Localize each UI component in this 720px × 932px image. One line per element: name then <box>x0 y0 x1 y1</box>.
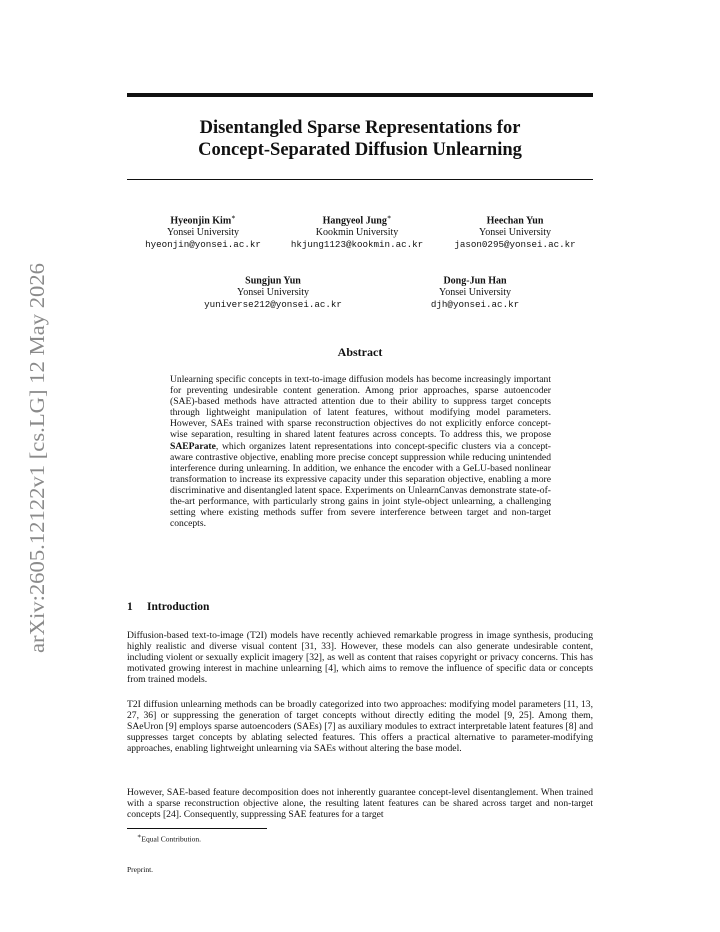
section-number: 1 <box>127 601 133 613</box>
arxiv-stamp-text: arXiv:2605.12122v1 [cs.LG] 12 May 2026 <box>25 291 49 653</box>
author-name: Dong-Jun Han <box>443 275 507 287</box>
author-name: Hangyeol Jung∗ <box>322 214 392 227</box>
title-line-2: Concept-Separated Diffusion Unlearning <box>198 140 522 160</box>
intro-paragraph: Diffusion-based text-to-image (T2I) models have recently achieved remarkable progress in image synthesis, producing highly realistic and diverse visual content [31, 33]. However, these models can also generate undesirable content, including violent or sexually explicit imagery [32], as well as content that raises copyright or privacy concerns. This has motivated growing interest in machine unlearning [4], which aims to remove the influence of specific data or concepts from trained models. <box>127 630 593 686</box>
author-affiliation: Yonsei University <box>236 287 310 299</box>
intro-paragraph: However, SAE-based feature decomposition does not inherently guarantee concept-level disentanglement. When trained with a sparse reconstruction objective alone, the resulting latent features can be shared across target and non-target concepts [24]. Consequently, suppressing SAE features for a target <box>127 787 593 821</box>
author-affiliation: Yonsei University <box>438 287 512 299</box>
footnote-rule <box>127 828 267 829</box>
title-bottom-rule <box>127 179 593 180</box>
author-block <box>390 272 560 311</box>
author-block <box>272 212 442 251</box>
author-email[interactable]: hyeonjin@yonsei.ac.kr <box>145 239 261 251</box>
preprint-label: Preprint. <box>127 865 154 874</box>
intro-paragraph: T2I diffusion unlearning methods can be broadly categorized into two approaches: modifying model parameters [11, 13, 27, 36] or suppressing the generation of target concepts without directly editing the model [9, 25]. Among them, SAeUron [9] employs sparse autoencoders (SAEs) [7] as auxiliary modules to extract interpretable latent features [8] and suppresses target concepts by ablating selected features. This offers a practical alternative to parameter-modifying approaches, enabling lightweight unlearning via SAEs without altering the base model. <box>127 699 593 755</box>
author-name: Hyeonjin Kim∗ <box>170 214 236 227</box>
footnote: ∗Equal Contribution. <box>137 833 202 844</box>
abstract-heading: Abstract <box>337 345 383 359</box>
title-top-rule <box>127 93 593 97</box>
abstract-text-before: Unlearning specific concepts in text-to-image diffusion models has become increasingly important for preventing undesirable content generation. Among prior approaches, sparse autoencoder (SAE)-based methods have attracted attention due to their ability to suppress target concepts through lightweight manipulation of latent features, without modifying model parameters. However, SAEs trained with sparse reconstruction objectives do not explicitly enforce concept-wise separation, resulting in shared latent features across concepts. To address this, we propose <box>170 374 551 441</box>
method-name: SAEParate <box>170 440 216 452</box>
author-affiliation: Kookmin University <box>315 227 399 239</box>
paper-title <box>127 117 593 161</box>
author-email[interactable]: jason0295@yonsei.ac.kr <box>454 239 576 251</box>
author-block <box>188 272 358 311</box>
section-title: Introduction <box>147 601 210 613</box>
author-block <box>118 212 288 251</box>
author-email[interactable]: djh@yonsei.ac.kr <box>430 299 520 311</box>
author-email[interactable]: yuniverse212@yonsei.ac.kr <box>204 299 342 311</box>
author-affiliation: Yonsei University <box>166 227 240 239</box>
author-name: Heechan Yun <box>486 215 544 227</box>
author-block <box>430 212 600 251</box>
author-affiliation: Yonsei University <box>478 227 552 239</box>
abstract-body <box>170 374 551 529</box>
abstract-text-after: , which organizes latent representations into concept-specific clusters via a concept-aware contrastive objective, enabling more precise concept suppression while reducing unintended interference during unlearning. In addition, we enhance the encoder with a GeLU-based nonlinear transformation to increase its expressive capacity under this separation objective, enabling a more discriminative and disentangled latent space. Experiments on UnlearnCanvas demonstrate state-of-the-art performance, with particularly strong gains in joint style-object unlearning, a challenging setting where existing methods suffer from severe interference between target and non-target concepts. <box>170 440 551 530</box>
arxiv-stamp <box>14 258 54 658</box>
author-name: Sungjun Yun <box>245 275 301 287</box>
author-email[interactable]: hkjung1123@kookmin.ac.kr <box>290 239 424 251</box>
section-heading <box>127 601 209 613</box>
title-line-1: Disentangled Sparse Representations for <box>199 118 521 138</box>
